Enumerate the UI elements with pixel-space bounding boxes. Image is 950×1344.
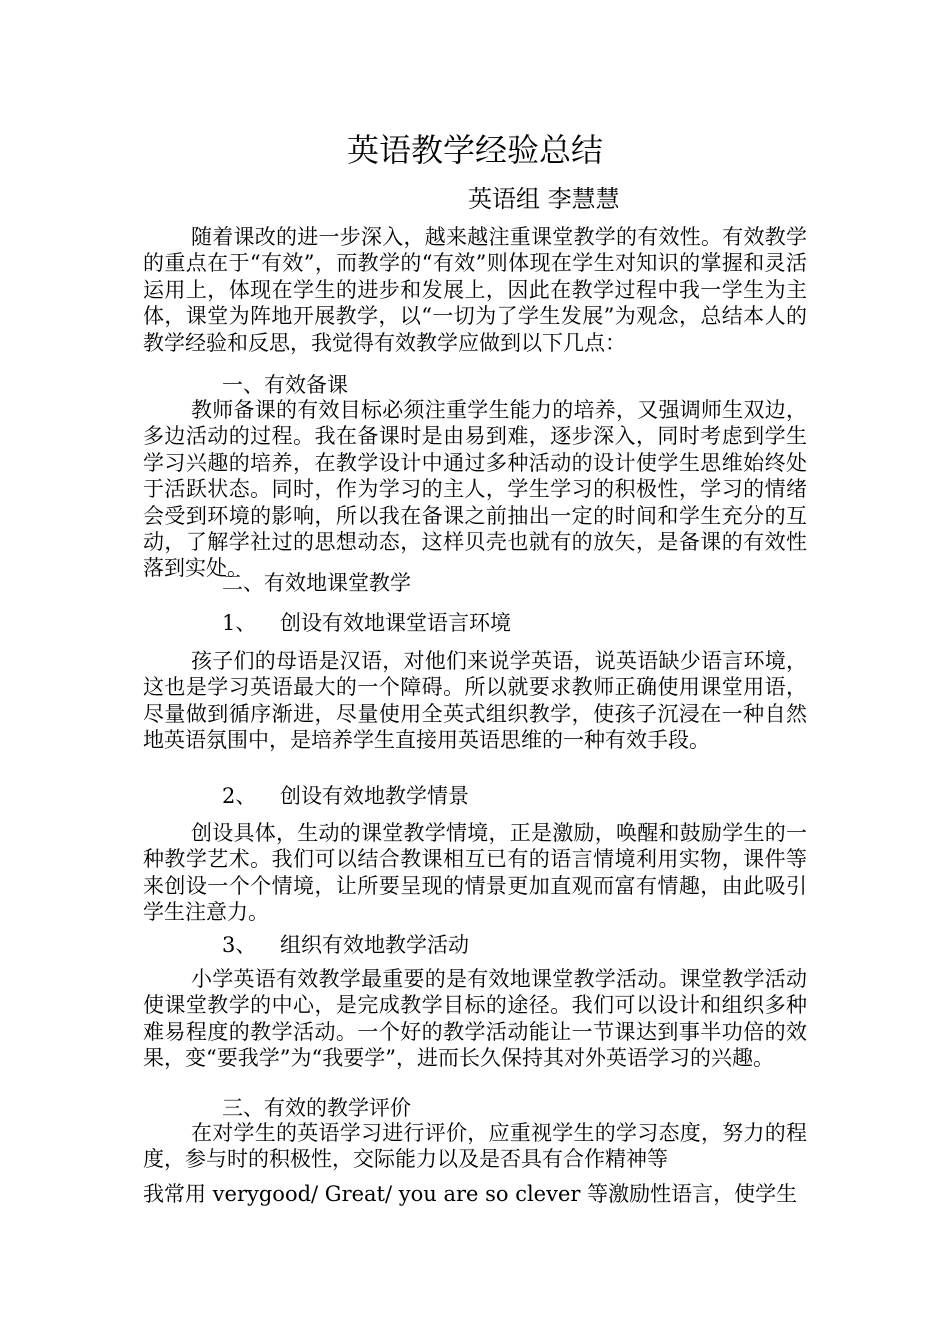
subsection-2-number: 2、 [222,784,257,808]
subsection-1-heading [222,610,511,636]
section-1-heading: 一、有效备课 [222,373,348,397]
subsection-3-title: 组织有效地教学活动 [280,933,469,957]
subsection-2-paragraph: 创设具体，生动的课堂教学情境，正是激励，唤醒和鼓励学生的一种教学艺术。我们可以结合教课相互已有的语言情境利用实物，课件等来创设一个个情境，让所要呈现的情景更加直观而富有情趣，由此吸引学生注意力。 [143,821,807,925]
subsection-3-paragraph: 小学英语有效教学最重要的是有效地课堂教学活动。课堂教学活动使课堂教学的中心，是完成教学目标的途径。我们可以设计和组织多种难易程度的教学活动。一个好的教学活动能让一节课达到事半功倍的效果，变“要我学”为“我要学”，进而长久保持其对外英语学习的兴趣。 [143,967,807,1071]
subsection-2-heading [222,783,469,809]
section-3-heading: 三、有效的教学评价 [222,1096,411,1120]
subsection-1-title: 创设有效地课堂语言环境 [280,611,511,635]
subsection-2-title: 创设有效地教学情景 [280,784,469,808]
section-3-last-line: 我常用 verygood/ Great/ you are so clever 等激励性语言，使学生 [143,1182,798,1206]
subsection-1-paragraph: 孩子们的母语是汉语，对他们来说学英语，说英语缺少语言环境，这也是学习英语最大的一个障碍。所以就要求教师正确使用课堂用语，尽量做到循序渐进，尽量使用全英式组织教学，使孩子沉浸在一种自然地英语氛围中，是培养学生直接用英语思维的一种有效手段。 [143,649,807,753]
section-3-paragraph: 在对学生的英语学习进行评价，应重视学生的学习态度，努力的程度，参与时的积极性，交际能力以及是否具有合作精神等 [143,1121,807,1172]
section-2-heading: 二、有效地课堂教学 [222,571,411,595]
document-author: 英语组 李慧慧 [468,185,620,213]
subsection-3-number: 3、 [222,933,257,957]
subsection-1-number: 1、 [222,611,257,635]
section-1-paragraph: 教师备课的有效目标必须注重学生能力的培养，又强调师生双边，多边活动的过程。我在备课时是由易到难，逐步深入，同时考虑到学生学习兴趣的培养，在教学设计中通过多种活动的设计使学生思维始终处于活跃状态。同时，作为学习的主人，学生学习的积极性，学习的情绪会受到环境的影响，所以我在备课之前抽出一定的时间和学生充分的互动，了解学社过的思想动态，这样贝壳也就有的放矢，是备课的有效性落到实处。 [143,398,807,581]
intro-paragraph: 随着课改的进一步深入，越来越注重课堂教学的有效性。有效教学的重点在于“有效”，而教学的“有效”则体现在学生对知识的掌握和灵活运用上，体现在学生的进步和发展上，因此在教学过程中我一学生为主体，课堂为阵地开展教学，以“一切为了学生发展”为观念，总结本人的教学经验和反思，我觉得有效教学应做到以下几点： [143,225,807,355]
subsection-3-heading [222,932,469,958]
document-title: 英语教学经验总结 [346,131,603,169]
